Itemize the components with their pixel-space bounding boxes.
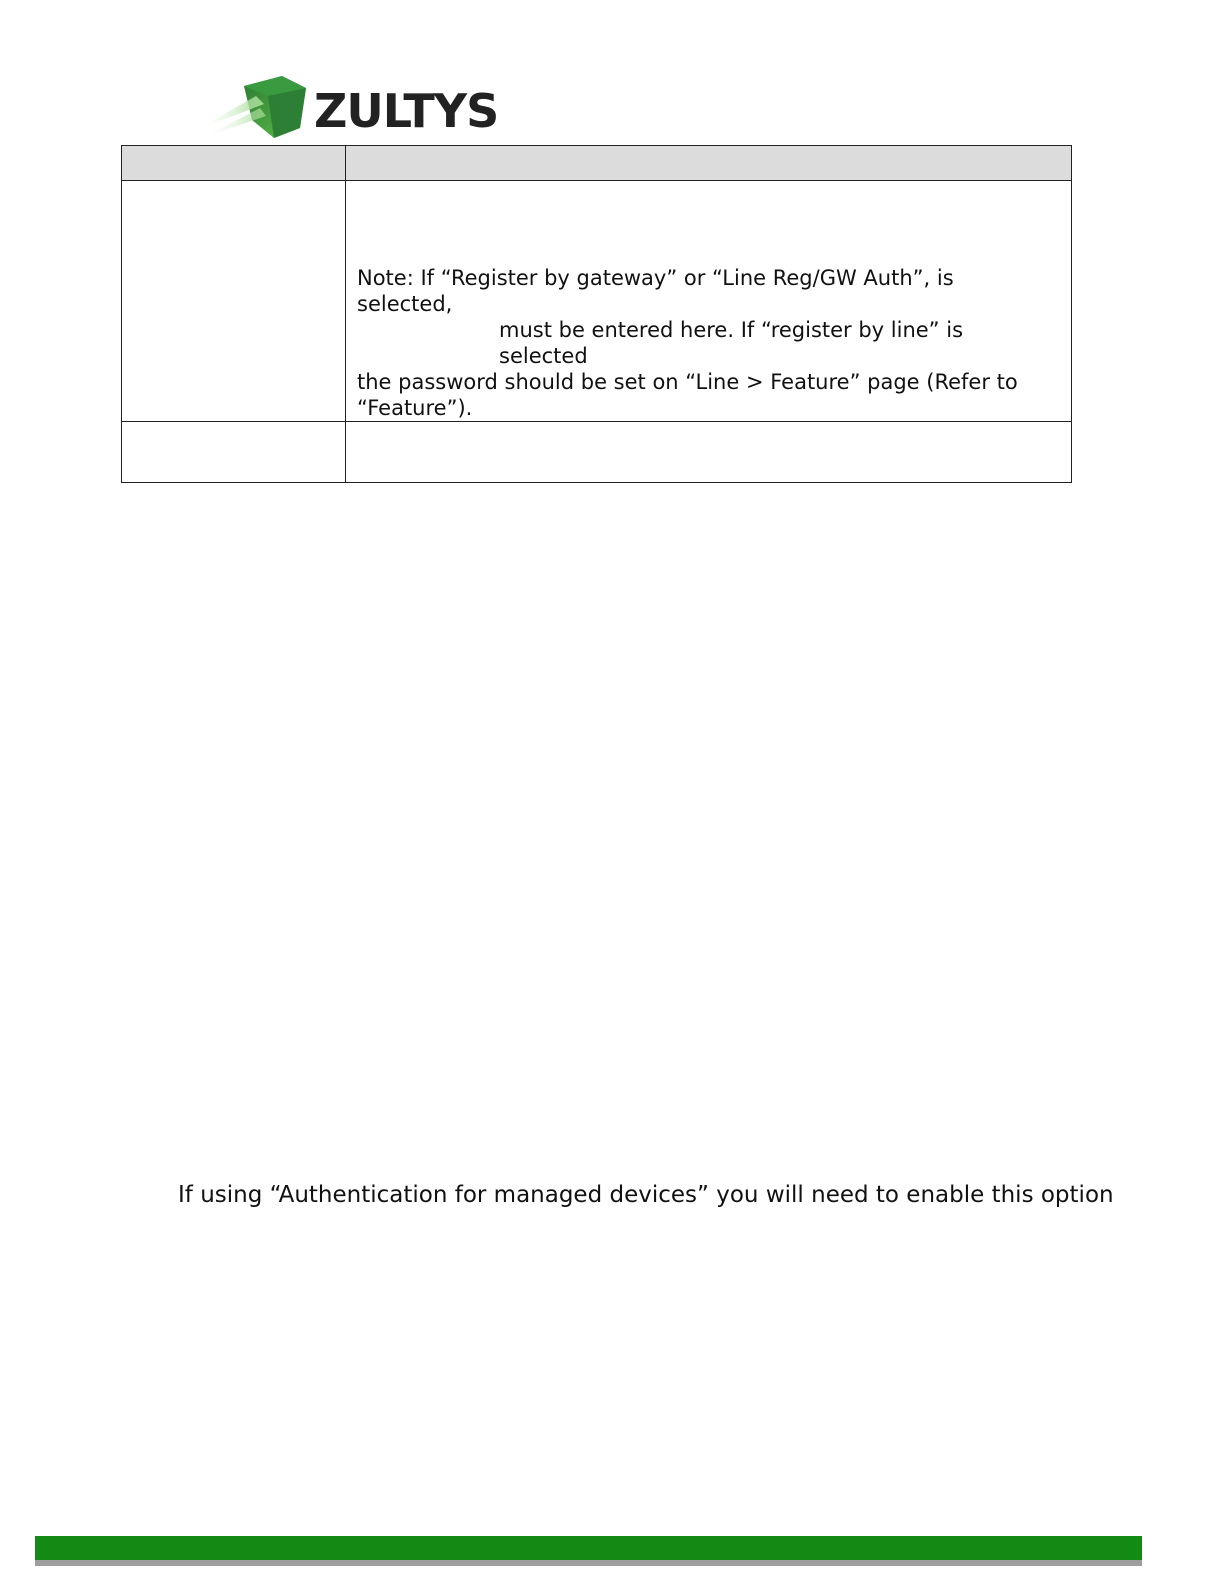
- table-row: [122, 422, 1072, 483]
- parameter-table: [121, 145, 1072, 483]
- note-line: “Feature”).: [357, 396, 473, 420]
- parameter-cell: [122, 422, 346, 483]
- note-line: the password should be set on “Line > Feature” page (Refer to: [357, 370, 1018, 394]
- description-cell: [346, 181, 1072, 422]
- footer-shadow: [35, 1560, 1142, 1566]
- description-cell: [346, 422, 1072, 483]
- table-header-row: [122, 146, 1072, 181]
- table-header-cell: [122, 146, 346, 181]
- note-line: Note: If “Register by gateway” or “Line Reg/GW Auth”, is selected,: [357, 266, 954, 316]
- logo-wordmark: ZULTYS: [314, 84, 499, 138]
- password-note: [357, 265, 1041, 421]
- parameter-cell: [122, 181, 346, 422]
- table-header-cell: [346, 146, 1072, 181]
- authentication-instruction: If using “Authentication for managed devices” you will need to enable this option: [178, 1182, 1114, 1208]
- zultys-logo-icon: [196, 74, 314, 144]
- note-line: must be entered here. If “register by line” is selected: [499, 318, 964, 368]
- footer-bar: [35, 1536, 1142, 1562]
- zultys-logo: [196, 74, 516, 144]
- table-row: [122, 181, 1072, 422]
